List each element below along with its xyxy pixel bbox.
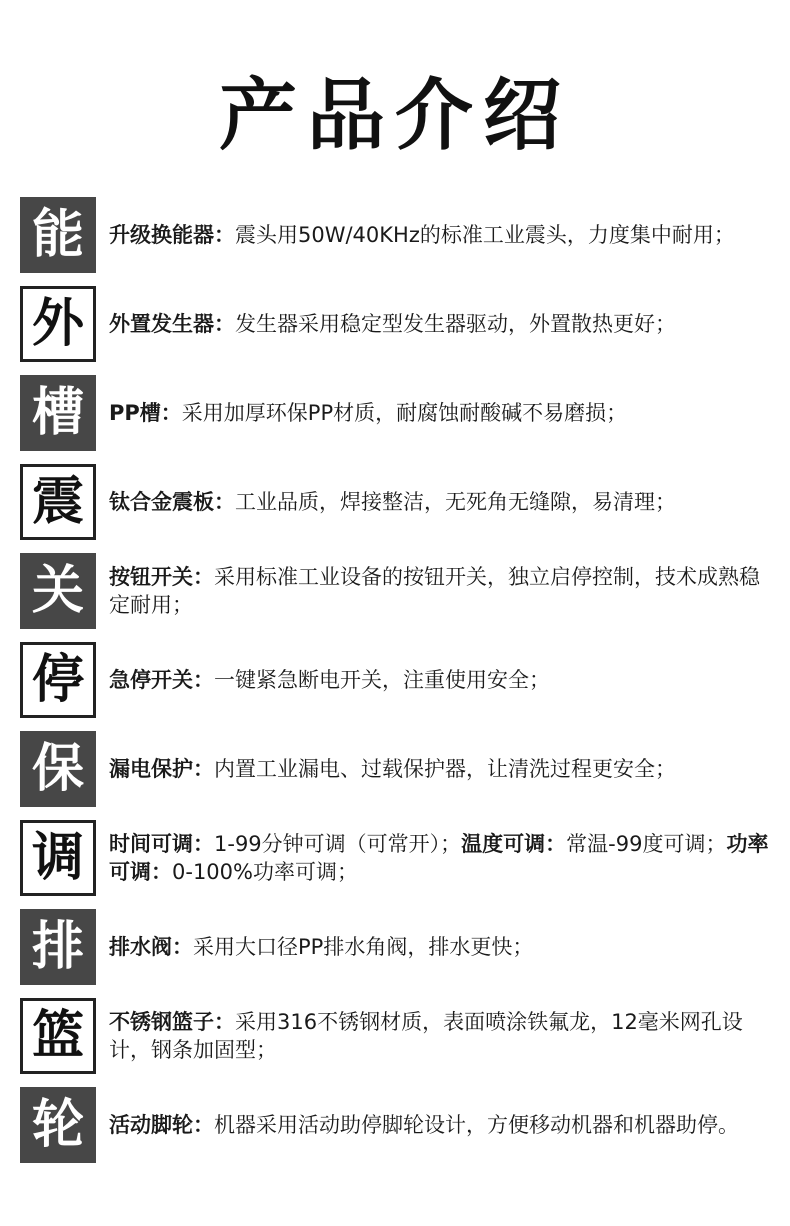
feature-text — [109, 464, 769, 540]
feature-item-generator — [20, 286, 770, 362]
feature-label: 按钮开关： — [109, 565, 214, 589]
feature-item-casters — [20, 1087, 770, 1163]
feature-desc: 发生器采用稳定型发生器驱动，外置散热更好； — [235, 312, 676, 336]
feature-char-box: 停 — [20, 642, 96, 718]
feature-label: 钛合金震板： — [109, 490, 235, 514]
feature-label: 不锈钢篮子： — [109, 1010, 235, 1034]
feature-label-temperature: 温度可调： — [461, 832, 567, 856]
feature-desc-temperature: 常温-99度可调； — [566, 832, 727, 856]
feature-text — [109, 731, 769, 807]
feature-desc: 内置工业漏电、过载保护器，让清洗过程更安全； — [214, 757, 676, 781]
feature-item-emergency-stop — [20, 642, 770, 718]
feature-desc: 工业品质，焊接整洁，无死角无缝隙，易清理； — [235, 490, 676, 514]
feature-label-power: 功率可调： — [109, 832, 769, 884]
feature-char-box: 轮 — [20, 1087, 96, 1163]
feature-char-box: 震 — [20, 464, 96, 540]
feature-label: 漏电保护： — [109, 757, 214, 781]
feature-label: 急停开关： — [109, 668, 214, 692]
feature-desc: 采用加厚环保PP材质，耐腐蚀耐酸碱不易磨损； — [181, 401, 628, 425]
feature-desc-time: 1-99分钟可调（可常开）； — [214, 832, 462, 856]
feature-item-basket — [20, 998, 770, 1074]
page-title: 产品介绍 — [218, 71, 571, 161]
feature-char-box: 排 — [20, 909, 96, 985]
feature-desc: 采用标准工业设备的按钮开关，独立启停控制，技术成熟稳定耐用； — [109, 565, 760, 617]
feature-item-drain-valve — [20, 909, 770, 985]
feature-text — [109, 998, 769, 1074]
feature-label: 排水阀： — [109, 935, 193, 959]
feature-label-time: 时间可调： — [109, 832, 214, 856]
feature-label: 外置发生器： — [109, 312, 235, 336]
feature-text — [109, 286, 769, 362]
feature-item-button-switch — [20, 553, 770, 629]
feature-text — [109, 375, 769, 451]
feature-char-box: 槽 — [20, 375, 96, 451]
feature-char-box: 保 — [20, 731, 96, 807]
feature-desc: 机器采用活动助停脚轮设计，方便移动机器和机器助停。 — [214, 1113, 739, 1137]
feature-item-adjustable — [20, 820, 770, 896]
feature-desc: 采用316不锈钢材质，表面喷涂铁氟龙，12毫米网孔设计，钢条加固型； — [109, 1010, 743, 1062]
feature-label: 活动脚轮： — [109, 1113, 214, 1137]
feature-text — [109, 197, 769, 273]
feature-label: 升级换能器： — [109, 223, 235, 247]
feature-item-vibration-plate — [20, 464, 770, 540]
feature-desc: 一键紧急断电开关，注重使用安全； — [214, 668, 550, 692]
feature-text — [109, 1087, 769, 1163]
feature-item-transducer — [20, 197, 770, 273]
feature-text — [109, 820, 769, 896]
feature-text — [109, 553, 769, 629]
feature-desc-power: 0-100%功率可调； — [172, 860, 358, 884]
feature-char-box: 篮 — [20, 998, 96, 1074]
feature-desc: 震头用50W/40KHz的标准工业震头，力度集中耐用； — [235, 223, 735, 247]
feature-item-tank — [20, 375, 770, 451]
feature-item-leakage-protection — [20, 731, 770, 807]
feature-char-box: 外 — [20, 286, 96, 362]
feature-text — [109, 909, 769, 985]
feature-char-box: 关 — [20, 553, 96, 629]
feature-char-box: 能 — [20, 197, 96, 273]
feature-label: PP槽： — [109, 401, 182, 425]
feature-desc: 采用大口径PP排水角阀，排水更快； — [193, 935, 534, 959]
feature-char-box: 调 — [20, 820, 96, 896]
feature-text — [109, 642, 769, 718]
